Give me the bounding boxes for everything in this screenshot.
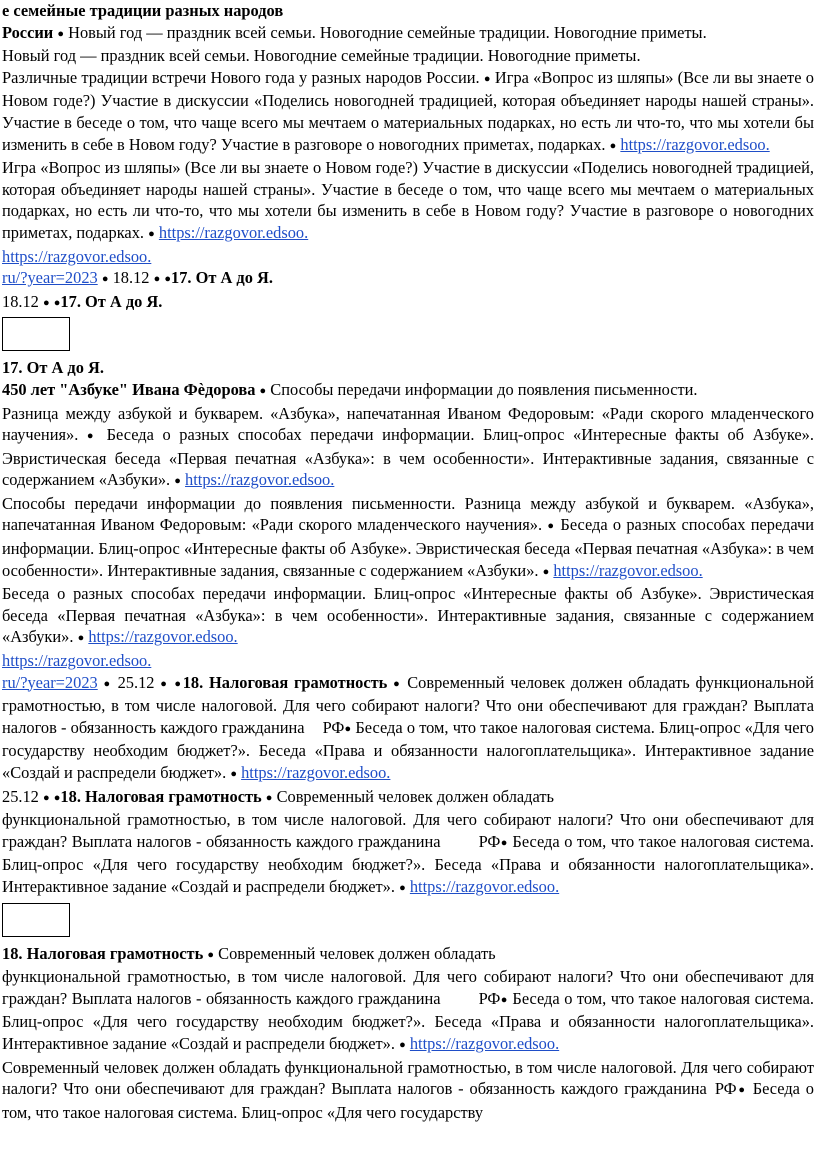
row17-subtitle-line xyxy=(2,379,814,403)
bullet-icon: ● xyxy=(207,948,215,961)
bullet-icon: ● xyxy=(174,677,183,690)
row17-resource-link[interactable]: https://razgovor.edsoo. xyxy=(2,651,152,671)
empty-table-cell xyxy=(2,317,70,351)
empty-table-cell xyxy=(2,903,70,937)
row17-heading: 17. От А до Я. xyxy=(2,358,104,378)
row18-rf: РФ xyxy=(478,831,501,851)
row16-resource-link[interactable]: https://razgovor.edsoo. xyxy=(620,134,770,154)
row17-body1: Разница между азбукой и букварем. «Азбука», напечатанная Иваном Федоровым: «Ради скорого младенческого научения». xyxy=(2,403,814,445)
bullet-icon: ● xyxy=(542,565,550,578)
row16-topics-text: Новый год — праздник всей семьи. Новогодние семейные традиции. Новогодние приметы. xyxy=(68,22,707,42)
row17-repeat2: Беседа о разных способах передачи информации. Блиц-опрос «Интересные факты об Азбуке». Эвристическая беседа «Первая печатная «Азбука»: в чем особенности». Интерактивные задания, связанные с содержанием «Азбуки». xyxy=(2,515,814,580)
row17-body2: Беседа о разных способах передачи информации. Блиц-опрос «Интересные факты об Азбуке». Эвристическая беседа «Первая печатная «Азбука»: в чем особенности». Интерактивные задания, связанные с содержанием «Азбуки». xyxy=(2,425,814,490)
row18-lead-block-2 xyxy=(2,966,814,1056)
row16-activities: Игра «Вопрос из шляпы» (Все ли вы знаете о Новом годе?) Участие в дискуссии «Поделись новогодней традицией, которая объединяет народы нашей страны». Участие в беседе о том, что чаще всего мы мечтаем о материальных подарках, но есть ли что-то, что мы хотели бы изменить в себе в Новом году? Участие в разговоре о новогодних приметах, подарках. xyxy=(2,67,814,154)
bullet-icon: ● xyxy=(86,430,99,443)
row17-date-line xyxy=(2,291,814,315)
row16-link-tail-line xyxy=(2,267,814,291)
row18-heading-line xyxy=(2,943,814,967)
row16-resource-link[interactable]: https://razgovor.edsoo. xyxy=(158,222,309,242)
row18-lead-full: Современный человек должен обладать функциональной грамотностью, в том числе налоговой. Для чего собирают налоги? Что они обеспечивают для граждан? Выплата налогов - обязанность каждого гражданина xyxy=(2,1057,814,1099)
row18-title: 18. Налоговая грамотность xyxy=(182,672,388,692)
row18-lead-b: функциональной грамотностью, в том числе налоговой. Для чего собирают налоги? Что они обеспечивают для граждан? Выплата налогов - обязанность каждого гражданина xyxy=(2,810,814,851)
row18-body: Беседа о том, что такое налоговая система. Блиц-опрос «Для чего государству необходим бюджет?». Беседа «Права и обязанности налогоплательщика». Интерактивное задание «Создай и распредели бюджет». xyxy=(2,717,814,782)
bullet-icon: ● xyxy=(160,677,169,690)
bullet-icon: ● xyxy=(259,384,267,397)
bullet-icon: ● xyxy=(399,1038,406,1051)
bullet-icon: ● xyxy=(483,72,491,85)
row18-date: 25.12 xyxy=(2,786,39,806)
row17-date: 18.12 xyxy=(2,291,39,311)
row17-link-tail[interactable]: ru/?year=2023 xyxy=(2,672,98,692)
row18-lead-b: функциональной грамотностью, в том числе налоговой. Для чего собирают налоги? Что они обеспечивают для граждан? Выплата налогов - обязанность каждого гражданина xyxy=(2,672,814,737)
bullet-icon: ● xyxy=(500,836,508,849)
bullet-icon: ● xyxy=(609,139,617,152)
row16-lead-block xyxy=(2,67,814,157)
row17-title: 17. От А до Я. xyxy=(171,268,273,288)
row18-body-tail: Беседа о том, что такое налоговая система. Блиц-опрос «Для чего государству xyxy=(2,1079,814,1122)
bullet-icon: ● xyxy=(77,632,85,645)
bullet-icon: ● xyxy=(164,273,172,286)
row18-rf: РФ xyxy=(714,1079,737,1099)
row16-region: России xyxy=(2,22,54,42)
row17-repeat-block-2 xyxy=(2,583,814,650)
row16-activities-block xyxy=(2,157,814,245)
row16-resource-link[interactable]: https://razgovor.edsoo. xyxy=(2,246,152,266)
bullet-icon: ● xyxy=(547,520,556,533)
bullet-icon: ● xyxy=(53,791,61,804)
row17-repeat3: Беседа о разных способах передачи информации. Блиц-опрос «Интересные факты об Азбуке». Эвристическая беседа «Первая печатная «Азбука»: в чем особенности». Интерактивные задания, связанные с содержанием «Азбуки». xyxy=(2,584,814,647)
row18-date-line xyxy=(2,786,814,810)
bullet-icon: ● xyxy=(500,993,508,1006)
row17-lead: Способы передачи информации до появления письменности. xyxy=(270,379,698,399)
row17-resource-link[interactable]: https://razgovor.edsoo. xyxy=(88,627,238,647)
bullet-icon: ● xyxy=(103,677,112,690)
row18-date: 25.12 xyxy=(117,672,155,692)
row17-date: 18.12 xyxy=(112,268,150,288)
row18-resource-link[interactable]: https://razgovor.edsoo. xyxy=(241,763,391,782)
row18-lead-b: функциональной грамотностью, в том числе налоговой. Для чего собирают налоги? Что они обеспечивают для граждан? Выплата налогов - обязанность каждого гражданина xyxy=(2,967,814,1008)
bullet-icon: ● xyxy=(101,273,109,286)
row17-repeat-block xyxy=(2,493,814,583)
row16-topics-repeat: Новый год — праздник всей семьи. Новогодние семейные традиции. Новогодние приметы. xyxy=(2,46,641,66)
bullet-icon: ● xyxy=(230,768,237,780)
row18-title: 18. Налоговая грамотность xyxy=(60,786,262,806)
bullet-icon: ● xyxy=(43,296,50,309)
row18-lead-a: Современный человек должен обладать xyxy=(407,672,690,692)
bullet-icon: ● xyxy=(344,722,352,735)
bullet-icon: ● xyxy=(393,677,402,690)
bullet-icon: ● xyxy=(399,881,406,894)
row16-lead: Различные традиции встречи Нового года у разных народов России. xyxy=(2,67,480,87)
row17-repeat1: Способы передачи информации до появления письменности. Разница между азбукой и букварем. «Азбука», напечатанная Иваном Федоровым: «Ради скорого младенческого научения». xyxy=(2,493,814,535)
bullet-icon: ● xyxy=(53,296,61,309)
row17-subtitle: 450 лет "Азбуке" Ивана Фѐдорова xyxy=(2,379,256,399)
row18-title: 18. Налоговая грамотность xyxy=(2,943,204,963)
row17-link-line xyxy=(2,650,814,672)
row18-lead-a: Современный человек должен обладать xyxy=(218,943,496,963)
bullet-icon: ● xyxy=(43,791,50,804)
section-heading: е семейные традиции разных народов xyxy=(2,1,284,20)
row18-rf: РФ xyxy=(322,717,345,737)
row17-tail-block xyxy=(2,672,814,786)
row17-resource-link[interactable]: https://razgovor.edsoo. xyxy=(185,470,335,490)
bullet-icon: ● xyxy=(174,475,181,488)
row18-full-block xyxy=(2,1057,814,1124)
row17-body-block xyxy=(2,403,814,493)
row18-lead-a: Современный человек должен обладать xyxy=(276,786,555,806)
row18-resource-link[interactable]: https://razgovor.edsoo. xyxy=(409,876,560,896)
row18-body: Беседа о том, что такое налоговая система. Блиц-опрос «Для чего государству необходим бюджет?». Беседа «Права и обязанности налогоплательщика». Интерактивное задание «Создай и распредели бюджет». xyxy=(2,831,814,896)
row17-resource-link[interactable]: https://razgovor.edsoo. xyxy=(553,560,703,580)
row16-activities-repeat: Игра «Вопрос из шляпы» (Все ли вы знаете о Новом годе?) Участие в дискуссии «Поделись новогодней традицией, которая объединяет народы нашей страны». Участие в беседе о том, что чаще всего мы мечтаем о материальных подарках, но есть ли что-то, что мы хотели бы изменить в себе в Новом году? Участие в разговоре о новогодних приметах, подарках. xyxy=(2,158,814,242)
row18-lead-block xyxy=(2,809,814,899)
row17-title: 17. От А до Я. xyxy=(60,291,163,311)
bullet-icon: ● xyxy=(153,273,161,286)
bullet-icon: ● xyxy=(265,791,273,804)
row16-link-tail[interactable]: ru/?year=2023 xyxy=(2,268,98,288)
row16-topics xyxy=(2,22,814,46)
row18-rf: РФ xyxy=(478,988,501,1008)
bullet-icon: ● xyxy=(57,27,65,40)
bullet-icon: ● xyxy=(148,227,155,240)
row18-resource-link[interactable]: https://razgovor.edsoo. xyxy=(409,1033,560,1053)
row16-link-line xyxy=(2,246,814,268)
row18-body: Беседа о том, что такое налоговая система. Блиц-опрос «Для чего государству необходим бюджет?». Беседа «Права и обязанности налогоплательщика». Интерактивное задание «Создай и распредели бюджет». xyxy=(2,988,814,1053)
bullet-icon: ● xyxy=(736,1084,747,1097)
